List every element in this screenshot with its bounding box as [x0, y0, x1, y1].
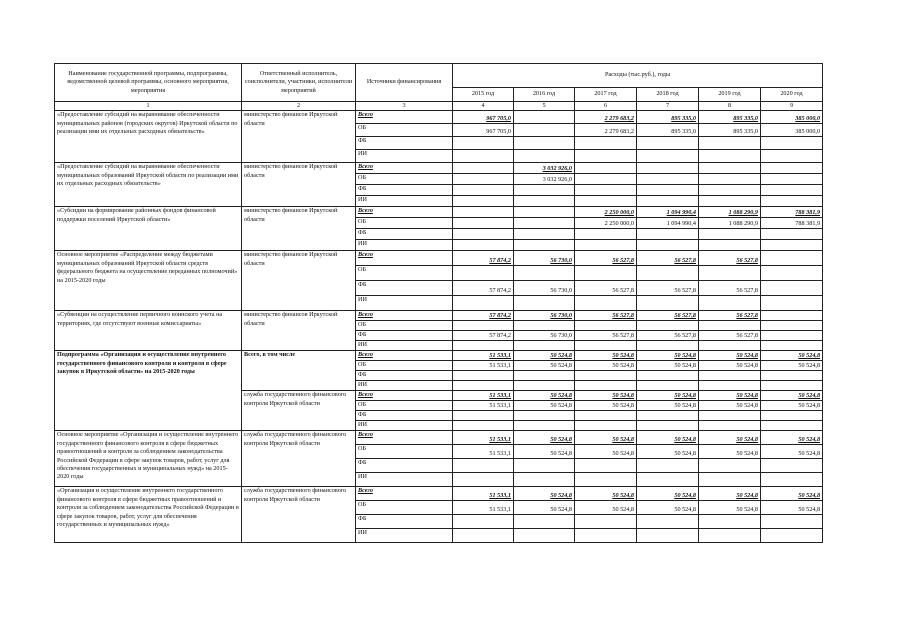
value-cell — [514, 266, 575, 281]
value-cell: 51 533,1 — [453, 401, 514, 411]
source-cell: ОБ — [356, 501, 453, 515]
header-year: 2018 год — [637, 88, 699, 102]
column-number: 6 — [575, 102, 637, 111]
value-cell: 50 524,8 — [575, 351, 637, 361]
value-cell — [637, 421, 699, 431]
header-year: 2019 год — [699, 88, 761, 102]
value-cell — [575, 296, 637, 311]
source-cell: ФБ — [356, 411, 453, 421]
value-cell — [699, 196, 761, 207]
value-cell: 56 527,8 — [637, 281, 699, 296]
value-cell: 56 527,8 — [637, 311, 699, 321]
value-cell — [453, 174, 514, 185]
value-cell — [637, 296, 699, 311]
value-cell — [637, 196, 699, 207]
value-cell — [575, 473, 637, 487]
value-cell: 50 524,8 — [761, 431, 823, 445]
header-year: 2020 год — [761, 88, 823, 102]
value-cell — [453, 371, 514, 381]
value-cell — [761, 137, 823, 150]
value-cell: 51 533,1 — [453, 445, 514, 459]
value-cell: 50 524,8 — [761, 401, 823, 411]
value-cell: 50 524,8 — [699, 401, 761, 411]
header-executor: Ответственный исполнитель, соисполнители, участники, исполнители мероприятий — [242, 64, 356, 102]
value-cell: 50 524,8 — [761, 501, 823, 515]
value-cell: 57 874,2 — [453, 311, 514, 321]
value-cell: 385 000,0 — [761, 111, 823, 124]
value-cell — [453, 411, 514, 421]
value-cell — [453, 321, 514, 331]
value-cell — [575, 137, 637, 150]
source-cell: ИИ — [356, 196, 453, 207]
value-cell: 895 335,0 — [637, 111, 699, 124]
value-cell — [575, 321, 637, 331]
value-cell — [761, 331, 823, 341]
source-cell: ОБ — [356, 401, 453, 411]
value-cell: 50 524,8 — [575, 391, 637, 401]
value-cell — [699, 137, 761, 150]
value-cell — [575, 371, 637, 381]
value-cell: 56 527,8 — [699, 331, 761, 341]
value-cell — [637, 174, 699, 185]
executor-cell: служба государственного финансового контроля Иркутской области — [242, 391, 356, 431]
source-cell: ОБ — [356, 321, 453, 331]
program-name-cell: Основное мероприятие «Распределение между бюджетами муниципальных образований Иркутской области средств федерального бюджета на осуществление переданных полномочий» на 2015-2020 годы — [55, 251, 242, 311]
source-cell: ИИ — [356, 529, 453, 543]
source-cell: Всего — [356, 391, 453, 401]
value-cell — [761, 150, 823, 163]
value-cell — [637, 459, 699, 473]
value-cell — [514, 240, 575, 251]
header-year: 2016 год — [514, 88, 575, 102]
value-cell — [514, 371, 575, 381]
value-cell — [761, 229, 823, 240]
source-cell: Всего — [356, 251, 453, 266]
value-cell: 50 524,8 — [575, 361, 637, 371]
value-cell: 50 524,8 — [514, 487, 575, 501]
value-cell — [637, 150, 699, 163]
program-name-cell: «Организация и осуществление внутреннего государственного финансового контроля в сфере бюджетных правоотношений и контроля за соблюдением законодательства Российской Федерации в сфере закупок товаров, работ, услуг для обеспечения государственных и муниципальных нужд» — [55, 487, 242, 543]
value-cell — [453, 341, 514, 351]
value-cell: 56 730,0 — [514, 311, 575, 321]
header-source: Источники финансирования — [356, 64, 453, 102]
value-cell: 385 000,0 — [761, 124, 823, 137]
header-year: 2017 год — [575, 88, 637, 102]
value-cell — [761, 459, 823, 473]
value-cell — [699, 459, 761, 473]
value-cell: 50 524,8 — [761, 351, 823, 361]
header-year: 2015 год — [453, 88, 514, 102]
table-row — [55, 111, 823, 124]
value-cell: 50 524,8 — [514, 361, 575, 371]
value-cell: 895 335,0 — [699, 124, 761, 137]
source-cell: Всего — [356, 111, 453, 124]
value-cell — [575, 381, 637, 391]
value-cell: 56 527,8 — [575, 331, 637, 341]
value-cell: 56 730,0 — [514, 331, 575, 341]
source-cell: ФБ — [356, 137, 453, 150]
column-number: 8 — [699, 102, 761, 111]
source-cell: Всего — [356, 431, 453, 445]
source-cell: Всего — [356, 487, 453, 501]
value-cell: 50 524,8 — [761, 487, 823, 501]
table-row — [55, 311, 823, 321]
value-cell: 50 524,8 — [761, 391, 823, 401]
value-cell: 50 524,8 — [637, 401, 699, 411]
value-cell — [761, 185, 823, 196]
value-cell: 50 524,8 — [514, 391, 575, 401]
value-cell: 50 524,8 — [637, 351, 699, 361]
value-cell — [761, 411, 823, 421]
column-number: 9 — [761, 102, 823, 111]
value-cell — [575, 150, 637, 163]
value-cell: 51 533,1 — [453, 391, 514, 401]
value-cell — [575, 515, 637, 529]
value-cell: 56 527,8 — [699, 251, 761, 266]
value-cell — [637, 473, 699, 487]
value-cell: 50 524,8 — [699, 431, 761, 445]
header-expenses: Расходы (тыс.руб.), годы — [453, 64, 823, 88]
value-cell — [575, 421, 637, 431]
value-cell: 51 533,1 — [453, 501, 514, 515]
value-cell — [637, 266, 699, 281]
value-cell: 2 279 683,2 — [575, 111, 637, 124]
value-cell — [699, 411, 761, 421]
value-cell: 56 527,8 — [637, 251, 699, 266]
value-cell — [575, 196, 637, 207]
value-cell — [514, 341, 575, 351]
value-cell — [637, 137, 699, 150]
value-cell — [575, 529, 637, 543]
executor-cell: служба государственного финансового контроля Иркутской области — [242, 487, 356, 543]
table-row — [55, 351, 823, 361]
value-cell — [453, 185, 514, 196]
value-cell — [514, 529, 575, 543]
value-cell — [637, 515, 699, 529]
value-cell — [514, 207, 575, 218]
value-cell — [514, 196, 575, 207]
value-cell — [514, 124, 575, 137]
value-cell — [514, 218, 575, 229]
program-name-cell: Основное мероприятие «Организация и осуществление внутреннего государственного финансового контроля в сфере бюджетных правоотношений и контроля за соблюдением законодательства Российской Федерации в сфере закупок товаров, работ, услуг для обеспечения государственных и муниципальных нужд» на 2015-2020 годы — [55, 431, 242, 487]
value-cell — [514, 381, 575, 391]
value-cell — [514, 515, 575, 529]
value-cell: 50 524,8 — [514, 445, 575, 459]
value-cell — [637, 411, 699, 421]
value-cell — [699, 421, 761, 431]
header-name: Наименование государственной программы, подпрограммы, ведомственной целевой программы, основного мероприятия, мероприятия — [55, 64, 242, 102]
program-name-cell: «Субвенции на осуществление первичного воинского учета на территориях, где отсутствуют военные комиссариаты» — [55, 311, 242, 351]
value-cell: 788 381,9 — [761, 218, 823, 229]
value-cell — [761, 240, 823, 251]
value-cell — [453, 207, 514, 218]
value-cell — [514, 321, 575, 331]
value-cell: 50 524,8 — [575, 501, 637, 515]
value-cell: 1 094 990,4 — [637, 207, 699, 218]
program-name-cell: «Предоставление субсидий на выравнивание обеспеченности муниципальных районов (городских округов) Иркутской области по реализации ими их отдельных расходных обязательств» — [55, 111, 242, 163]
value-cell: 50 524,8 — [761, 445, 823, 459]
value-cell — [453, 266, 514, 281]
value-cell: 50 524,8 — [514, 431, 575, 445]
table-row — [55, 163, 823, 174]
value-cell — [699, 163, 761, 174]
value-cell — [453, 229, 514, 240]
value-cell: 50 524,8 — [575, 401, 637, 411]
value-cell — [453, 218, 514, 229]
value-cell: 967 705,0 — [453, 111, 514, 124]
table-row — [55, 431, 823, 445]
column-number: 3 — [356, 102, 453, 111]
value-cell: 51 533,1 — [453, 487, 514, 501]
value-cell — [453, 240, 514, 251]
value-cell: 50 524,8 — [575, 487, 637, 501]
source-cell: ОБ — [356, 124, 453, 137]
value-cell — [761, 371, 823, 381]
value-cell — [761, 266, 823, 281]
value-cell: 2 250 000,0 — [575, 218, 637, 229]
executor-cell: служба государственного финансового контроля Иркутской области — [242, 431, 356, 487]
value-cell — [761, 515, 823, 529]
value-cell — [637, 321, 699, 331]
value-cell: 50 524,8 — [637, 445, 699, 459]
value-cell — [761, 251, 823, 266]
value-cell — [453, 150, 514, 163]
value-cell — [514, 411, 575, 421]
value-cell — [699, 240, 761, 251]
value-cell — [514, 459, 575, 473]
value-cell: 56 527,8 — [637, 331, 699, 341]
table-row — [55, 487, 823, 501]
value-cell — [761, 421, 823, 431]
source-cell: ОБ — [356, 445, 453, 459]
value-cell: 2 279 683,2 — [575, 124, 637, 137]
value-cell — [699, 296, 761, 311]
source-cell: ИИ — [356, 421, 453, 431]
budget-table — [54, 63, 823, 543]
value-cell — [453, 515, 514, 529]
value-cell: 50 524,8 — [637, 487, 699, 501]
value-cell: 50 524,8 — [575, 445, 637, 459]
value-cell: 3 032 926,0 — [514, 174, 575, 185]
source-cell: ИИ — [356, 240, 453, 251]
value-cell — [699, 266, 761, 281]
value-cell: 1 088 290,9 — [699, 207, 761, 218]
value-cell — [761, 381, 823, 391]
value-cell — [699, 229, 761, 240]
value-cell: 56 527,8 — [575, 251, 637, 266]
value-cell — [637, 371, 699, 381]
source-cell: ФБ — [356, 229, 453, 240]
value-cell: 50 524,8 — [699, 487, 761, 501]
value-cell — [699, 515, 761, 529]
value-cell: 50 524,8 — [637, 501, 699, 515]
value-cell: 50 524,8 — [699, 501, 761, 515]
value-cell — [453, 381, 514, 391]
value-cell — [699, 381, 761, 391]
value-cell — [575, 174, 637, 185]
value-cell — [637, 229, 699, 240]
value-cell — [699, 150, 761, 163]
value-cell: 57 874,2 — [453, 331, 514, 341]
value-cell — [761, 296, 823, 311]
source-cell: Всего — [356, 163, 453, 174]
value-cell: 788 381,9 — [761, 207, 823, 218]
source-cell: ИИ — [356, 341, 453, 351]
value-cell — [699, 529, 761, 543]
value-cell — [575, 240, 637, 251]
value-cell — [699, 371, 761, 381]
value-cell: 895 335,0 — [637, 124, 699, 137]
value-cell — [453, 296, 514, 311]
column-number: 1 — [55, 102, 242, 111]
value-cell — [514, 421, 575, 431]
value-cell — [761, 341, 823, 351]
value-cell: 1 088 290,9 — [699, 218, 761, 229]
value-cell: 50 524,8 — [514, 351, 575, 361]
table-row — [55, 207, 823, 218]
value-cell: 57 874,2 — [453, 251, 514, 266]
value-cell — [699, 473, 761, 487]
value-cell: 50 524,8 — [699, 361, 761, 371]
source-cell: Всего — [356, 207, 453, 218]
value-cell: 51 533,1 — [453, 351, 514, 361]
value-cell: 3 032 926,0 — [514, 163, 575, 174]
value-cell: 56 730,0 — [514, 251, 575, 266]
table-row — [55, 251, 823, 266]
value-cell — [514, 150, 575, 163]
source-cell: Всего — [356, 351, 453, 361]
value-cell — [761, 163, 823, 174]
value-cell — [761, 529, 823, 543]
source-cell: ОБ — [356, 361, 453, 371]
source-cell: ОБ — [356, 266, 453, 281]
executor-cell: министерство финансов Иркутской области — [242, 111, 356, 163]
source-cell: ФБ — [356, 515, 453, 529]
source-cell: ФБ — [356, 459, 453, 473]
value-cell — [637, 163, 699, 174]
value-cell — [761, 311, 823, 321]
value-cell — [453, 137, 514, 150]
value-cell: 50 524,8 — [637, 431, 699, 445]
value-cell: 50 524,8 — [637, 361, 699, 371]
value-cell: 51 533,1 — [453, 431, 514, 445]
value-cell: 57 874,2 — [453, 281, 514, 296]
value-cell — [637, 341, 699, 351]
executor-cell: министерство финансов Иркутской области — [242, 163, 356, 207]
value-cell: 50 524,8 — [575, 431, 637, 445]
executor-cell: министерство финансов Иркутской области — [242, 207, 356, 251]
source-cell: Всего — [356, 311, 453, 321]
column-number: 4 — [453, 102, 514, 111]
value-cell: 56 527,8 — [575, 281, 637, 296]
value-cell — [514, 111, 575, 124]
value-cell — [637, 240, 699, 251]
column-number: 2 — [242, 102, 356, 111]
executor-cell: Всего, в том числе — [242, 351, 356, 391]
value-cell — [514, 296, 575, 311]
value-cell — [514, 229, 575, 240]
value-cell — [575, 163, 637, 174]
value-cell: 50 524,8 — [699, 351, 761, 361]
value-cell — [761, 196, 823, 207]
value-cell — [575, 459, 637, 473]
value-cell — [637, 529, 699, 543]
value-cell: 50 524,8 — [637, 391, 699, 401]
value-cell: 1 094 990,4 — [637, 218, 699, 229]
value-cell: 895 335,0 — [699, 111, 761, 124]
value-cell — [514, 137, 575, 150]
column-number: 5 — [514, 102, 575, 111]
value-cell — [761, 321, 823, 331]
value-cell: 56 527,8 — [699, 311, 761, 321]
value-cell — [453, 196, 514, 207]
value-cell — [453, 163, 514, 174]
value-cell: 56 527,8 — [575, 311, 637, 321]
value-cell — [761, 174, 823, 185]
value-cell — [699, 321, 761, 331]
value-cell: 50 524,8 — [699, 445, 761, 459]
value-cell — [637, 185, 699, 196]
value-cell — [575, 266, 637, 281]
program-name-cell: «Предоставление субсидий на выравнивание обеспеченности муниципальных образований Иркутской области по реализации ими их отдельных расходных обязательств» — [55, 163, 242, 207]
value-cell — [514, 473, 575, 487]
value-cell — [453, 459, 514, 473]
value-cell — [575, 341, 637, 351]
source-cell: ФБ — [356, 185, 453, 196]
value-cell: 967 705,0 — [453, 124, 514, 137]
source-cell: ИИ — [356, 296, 453, 311]
source-cell: ОБ — [356, 174, 453, 185]
value-cell — [575, 411, 637, 421]
value-cell — [761, 473, 823, 487]
source-cell: ИИ — [356, 150, 453, 163]
value-cell: 50 524,8 — [514, 501, 575, 515]
value-cell — [453, 529, 514, 543]
value-cell — [699, 185, 761, 196]
value-cell — [699, 341, 761, 351]
executor-cell: министерство финансов Иркутской области — [242, 251, 356, 311]
value-cell: 56 730,0 — [514, 281, 575, 296]
value-cell — [761, 281, 823, 296]
column-number: 7 — [637, 102, 699, 111]
program-name-cell: «Субсидии на формирование районных фондов финансовой поддержки поселений Иркутской области» — [55, 207, 242, 251]
value-cell — [699, 174, 761, 185]
value-cell: 51 533,1 — [453, 361, 514, 371]
value-cell — [514, 185, 575, 196]
source-cell: ФБ — [356, 281, 453, 296]
subprogram-name-cell: Подпрограмма «Организация и осуществление внутреннего государственного финансового контроля и контроля в сфере закупок в Иркутской области» на 2015-2020 годы — [55, 351, 242, 431]
value-cell — [575, 229, 637, 240]
value-cell: 2 250 000,0 — [575, 207, 637, 218]
value-cell: 50 524,8 — [699, 391, 761, 401]
executor-cell: министерство финансов Иркутской области — [242, 311, 356, 351]
source-cell: ФБ — [356, 331, 453, 341]
source-cell: ИИ — [356, 473, 453, 487]
source-cell: ОБ — [356, 218, 453, 229]
source-cell: ИИ — [356, 381, 453, 391]
value-cell: 50 524,8 — [761, 361, 823, 371]
source-cell: ФБ — [356, 371, 453, 381]
value-cell: 56 527,8 — [699, 281, 761, 296]
value-cell — [637, 381, 699, 391]
value-cell — [453, 473, 514, 487]
value-cell: 50 524,8 — [514, 401, 575, 411]
value-cell — [575, 185, 637, 196]
value-cell — [453, 421, 514, 431]
